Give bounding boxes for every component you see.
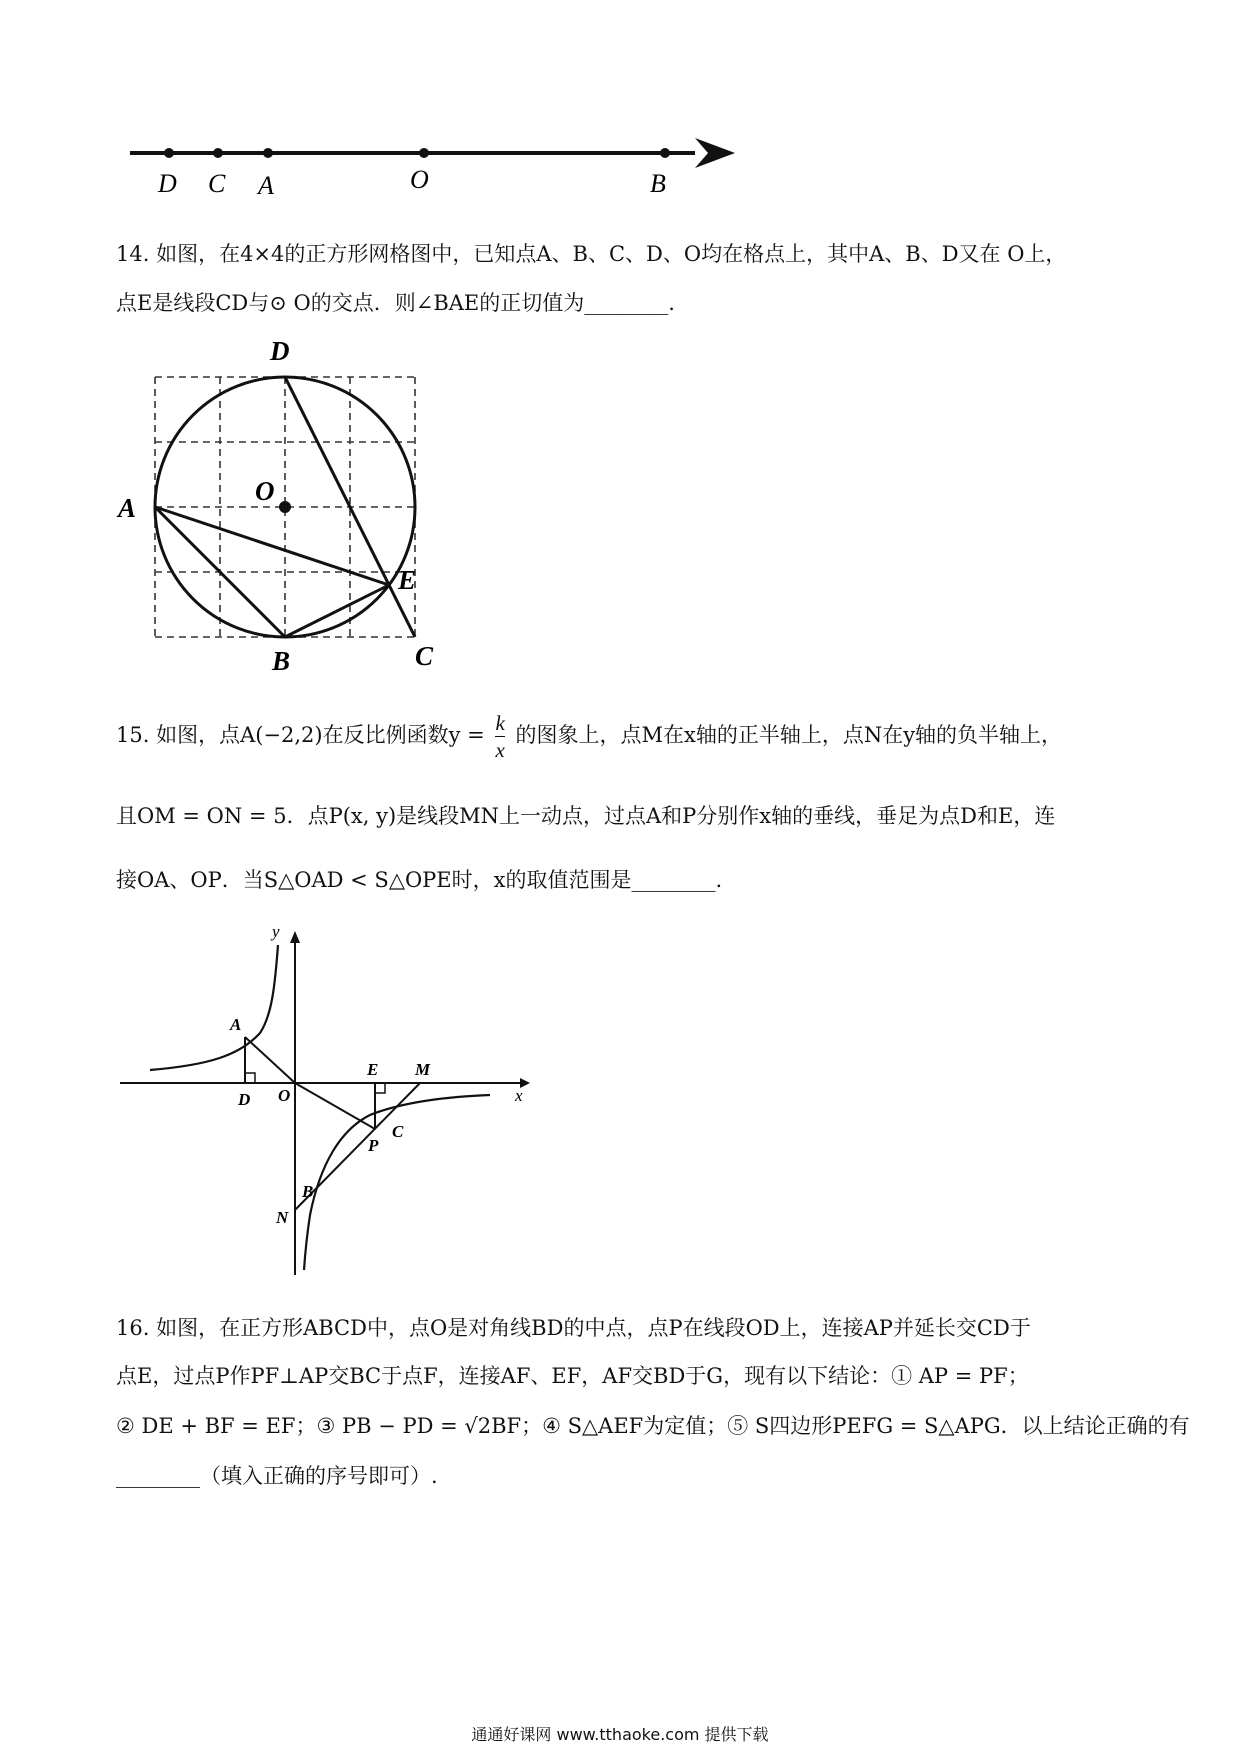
q14-label-c: C [415, 641, 434, 671]
q15-label-c: C [392, 1122, 404, 1141]
q15-line-1 [116, 710, 1062, 763]
q15-label-n: N [276, 1208, 289, 1227]
numberline-label-a: A [258, 171, 274, 200]
q15-hyperbola-figure [110, 925, 540, 1285]
q15-line-3: 接OA、OP．当S△OAD < S△OPE时，x的取值范围是________. [116, 868, 723, 892]
q15-line-1-b: 的图象上，点M在x轴的正半轴上，点N在y轴的负半轴上， [515, 723, 1063, 747]
q14-label-a: A [118, 493, 137, 523]
q15-label-b: B [302, 1182, 314, 1201]
q14-label-e: E [398, 565, 417, 595]
q15-line-1-a: 15. 如图，点A(−2,2)在反比例函数y = [116, 723, 485, 747]
q15-label-e: E [367, 1060, 379, 1079]
numberline-label-o: O [410, 165, 429, 194]
numberline-label-c: C [208, 169, 226, 198]
q15-label-d: D [238, 1090, 251, 1109]
q15-label-x: x [515, 1086, 523, 1105]
q14-line-2: 点E是线段CD与⊙ O的交点．则∠BAE的正切值为________. [116, 291, 675, 315]
q15-label-a: A [230, 1015, 242, 1034]
q14-line-1: 14. 如图，在4×4的正方形网格图中，已知点A、B、C、D、O均在格点上，其中A、B、D又在 O上， [116, 242, 1067, 266]
q16-line-1: 16. 如图，在正方形ABCD中，点O是对角线BD的中点，点P在线段OD上，连接AP并延长交CD于 [116, 1316, 1031, 1340]
number-line-figure [120, 130, 750, 200]
q15-label-y: y [272, 925, 280, 941]
q16-line-2: 点E，过点P作PF⊥AP交BC于点F，连接AF、EF，AF交BD于G，现有以下结论：① AP = PF； [116, 1364, 1029, 1388]
q14-label-d: D [270, 336, 290, 366]
numberline-label-d: D [158, 169, 177, 198]
q14-circle-grid-figure [110, 330, 440, 680]
numberline-label-b: B [650, 169, 666, 198]
q15-label-m: M [415, 1060, 431, 1079]
q15-line-2: 且OM = ON = 5．点P(x, y)是线段MN上一动点，过点A和P分别作x轴的垂线，垂足为点D和E，连 [116, 804, 1056, 828]
q14-label-o: O [255, 476, 275, 506]
q15-label-o: O [278, 1086, 291, 1105]
q15-label-p: P [368, 1136, 379, 1155]
q14-label-b: B [272, 646, 291, 676]
q15-fraction [495, 710, 504, 763]
q16-line-4: ________（填入正确的序号即可）. [116, 1464, 438, 1488]
q16-line-3: ② DE + BF = EF；③ PB − PD = √2BF；④ S△AEF为定值；⑤ S四边形PEFG = S△APG．以上结论正确的有 [116, 1414, 1190, 1438]
page-footer: 通通好课网 www.tthaoke.com 提供下载 [471, 1725, 769, 1744]
q15-fraction-numerator: k [495, 711, 505, 735]
q15-fraction-denominator: x [495, 738, 505, 762]
